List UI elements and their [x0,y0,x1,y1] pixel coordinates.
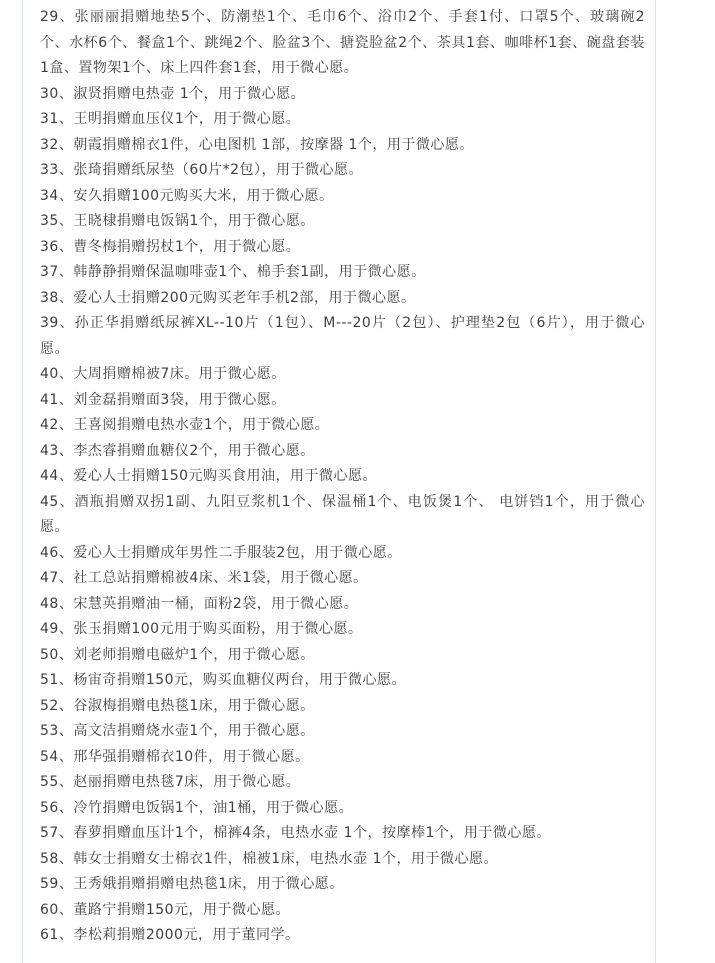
donation-list [40,5,645,949]
list-item: 36、曹冬梅捐赠拐杖1个，用于微心愿。 [40,238,301,255]
list-item: 39、孙正华捐赠纸尿裤XL--10片（1包）、M---20片（2包）、护理垫2包（6片），用于微心愿。 [40,315,645,357]
list-item: 58、韩女士捐赠女士棉衣1件，棉被1床，电热水壶 1个，用于微心愿。 [40,850,498,867]
list-item: 42、王喜阅捐赠电热水壶1个，用于微心愿。 [40,417,330,433]
list-item: 56、冷竹捐赠电饭锅1个，油1桶，用于微心愿。 [40,799,354,816]
left-border-line [22,0,23,963]
list-item: 35、王晓棣捐赠电饭锅1个，用于微心愿。 [40,213,315,229]
list-item: 44、爱心人士捐赠150元购买食用油，用于微心愿。 [40,468,378,484]
list-item: 55、赵丽捐赠电热毯7床，用于微心愿。 [40,774,301,790]
list-item: 47、社工总站捐赠棉被4床、米1袋，用于微心愿。 [40,570,368,586]
list-item: 49、张玉捐赠100元用于购买面粉，用于微心愿。 [40,621,363,637]
list-item: 46、爱心人士捐赠成年男性二手服装2包，用于微心愿。 [40,544,402,561]
list-item: 45、酒瓶捐赠双拐1副、九阳豆浆机1个、保温桶1个、电饭煲1个、 电饼铛1个，用于微心愿。 [40,493,645,535]
list-item: 50、刘老师捐赠电磁炉1个，用于微心愿。 [40,646,315,663]
list-item: 59、王秀娥捐赠捐赠电热毯1床，用于微心愿。 [40,876,344,892]
list-item: 30、淑贤捐赠电热壶 1个，用于微心愿。 [40,85,306,102]
list-item: 43、李杰睿捐赠血糖仪2个，用于微心愿。 [40,442,315,459]
list-item: 51、杨宙奇捐赠150元，购买血糖仪两台，用于微心愿。 [40,672,407,688]
list-item: 31、王明捐赠血压仪1个，用于微心愿。 [40,111,301,127]
list-item: 34、安久捐赠100元购买大米，用于微心愿。 [40,187,334,204]
list-item: 38、爱心人士捐赠200元购买老年手机2部，用于微心愿。 [40,289,416,306]
list-item: 61、李松莉捐赠2000元，用于董同学。 [40,927,300,943]
list-item: 40、大周捐赠棉被7床。用于微心愿。 [40,366,286,382]
list-item: 41、刘金磊捐赠面3袋，用于微心愿。 [40,391,286,408]
list-item: 57、春萝捐赠血压计1个，棉裤4条，电热水壶 1个，按摩棒1个，用于微心愿。 [40,825,551,841]
list-item: 60、董路宁捐赠150元，用于微心愿。 [40,901,291,918]
list-item: 53、高文洁捐赠烧水壶1个，用于微心愿。 [40,723,315,739]
list-item: 54、邢华强捐赠棉衣10件，用于微心愿。 [40,748,310,765]
list-item: 33、张琦捐赠纸尿垫（60片*2包），用于微心愿。 [40,162,364,178]
list-item: 37、韩静静捐赠保温咖啡壶1个、棉手套1副，用于微心愿。 [40,264,426,280]
right-border-line [655,0,656,963]
list-item: 32、朝霞捐赠棉衣1件，心电图机 1部，按摩器 1个，用于微心愿。 [40,136,474,153]
list-item: 48、宋慧英捐赠油一桶，面粉2袋，用于微心愿。 [40,595,359,612]
list-item: 52、谷淑梅捐赠电热毯1床，用于微心愿。 [40,697,315,714]
list-item: 29、张丽丽捐赠地垫5个、防潮垫1个、毛巾6个、浴巾2个、手套1付、口罩5个、玻璃碗2个、水杯6个、餐盒1个、跳绳2个、脸盆3个、搪瓷脸盆2个、茶具1套、咖啡杯1套、碗盘套装1盒、置物架1个、床上四件套1套，用于微心愿。 [40,9,645,76]
